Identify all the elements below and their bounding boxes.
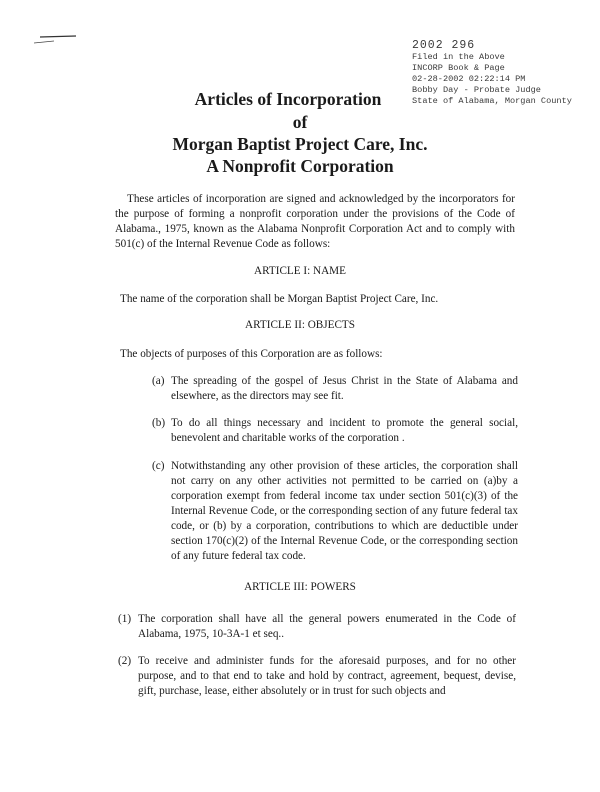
stamp-line: State of Alabama, Morgan County <box>412 96 572 106</box>
stamp-line: Filed in the Above <box>412 52 505 62</box>
article-1-text: The name of the corporation shall be Morgan Baptist Project Care, Inc. <box>120 293 439 305</box>
title-line-1: Articles of Incorporation <box>194 89 382 109</box>
object-item-a <box>152 374 518 404</box>
stamp-line: INCORP Book & Page <box>412 63 505 73</box>
title-line-2: of <box>292 112 308 132</box>
title-line-4: A Nonprofit Corporation <box>206 156 394 176</box>
title-line-3: Morgan Baptist Project Care, Inc. <box>172 134 428 154</box>
power-item-2 <box>118 654 516 699</box>
item-label: (a) <box>152 375 165 387</box>
power-item-1 <box>118 612 516 642</box>
item-label: (2) <box>118 655 132 667</box>
item-text: The spreading of the gospel of Jesus Christ in the State of Alabama and elsewhere, as the directors may see fit. <box>171 375 518 402</box>
intro-paragraph: These articles of incorporation are signed and acknowledged by the incorporators for the purpose of forming a nonprofit corporation under the provisions of the Code of Alabama., 1975, known as the Alabama Nonprofit Corporation Act and to comply with 501(c) of the Internal Revenue Code as follows: <box>115 193 515 250</box>
stamp-line: 02-28-2002 02:22:14 PM <box>412 74 526 84</box>
item-label: (c) <box>152 460 165 472</box>
item-text: To receive and administer funds for the aforesaid purposes, and for no other purpose, and to that end to take and hold by contract, agreement, bequest, devise, gift, purchase, lease, either absolutely or in trust for such objects and <box>138 655 516 697</box>
article-1-heading: ARTICLE I: NAME <box>254 265 346 277</box>
pen-mark <box>32 33 78 45</box>
item-text: The corporation shall have all the general powers enumerated in the Code of Alabama, 1975, 10-3A-1 et seq.. <box>138 613 516 640</box>
item-text: To do all things necessary and incident to promote the general social, benevolent and charitable works of the corporation . <box>171 417 518 444</box>
object-item-b <box>152 416 518 446</box>
item-label: (1) <box>118 613 132 625</box>
item-text: Notwithstanding any other provision of these articles, the corporation shall not carry on any other activities not permitted to be carried on (a)by a corporation exempt from federal income tax under section 501(c)(3) of the Internal Revenue Code, or the corresponding section of any future federal tax code, or (b) by a corporation, contributions to which are deductible under section 170(c)(2) of the Internal Revenue Code, or the corresponding section of any future federal tax code. <box>171 460 518 562</box>
article-3-heading: ARTICLE III: POWERS <box>244 581 356 593</box>
article-2-heading: ARTICLE II: OBJECTS <box>245 319 355 331</box>
item-label: (b) <box>152 417 166 429</box>
stamp-line: Bobby Day - Probate Judge <box>412 85 541 95</box>
object-item-c <box>152 459 518 564</box>
article-2-intro: The objects of purposes of this Corporation are as follows: <box>120 348 383 360</box>
stamp-book-page: 2002 296 <box>412 39 476 52</box>
